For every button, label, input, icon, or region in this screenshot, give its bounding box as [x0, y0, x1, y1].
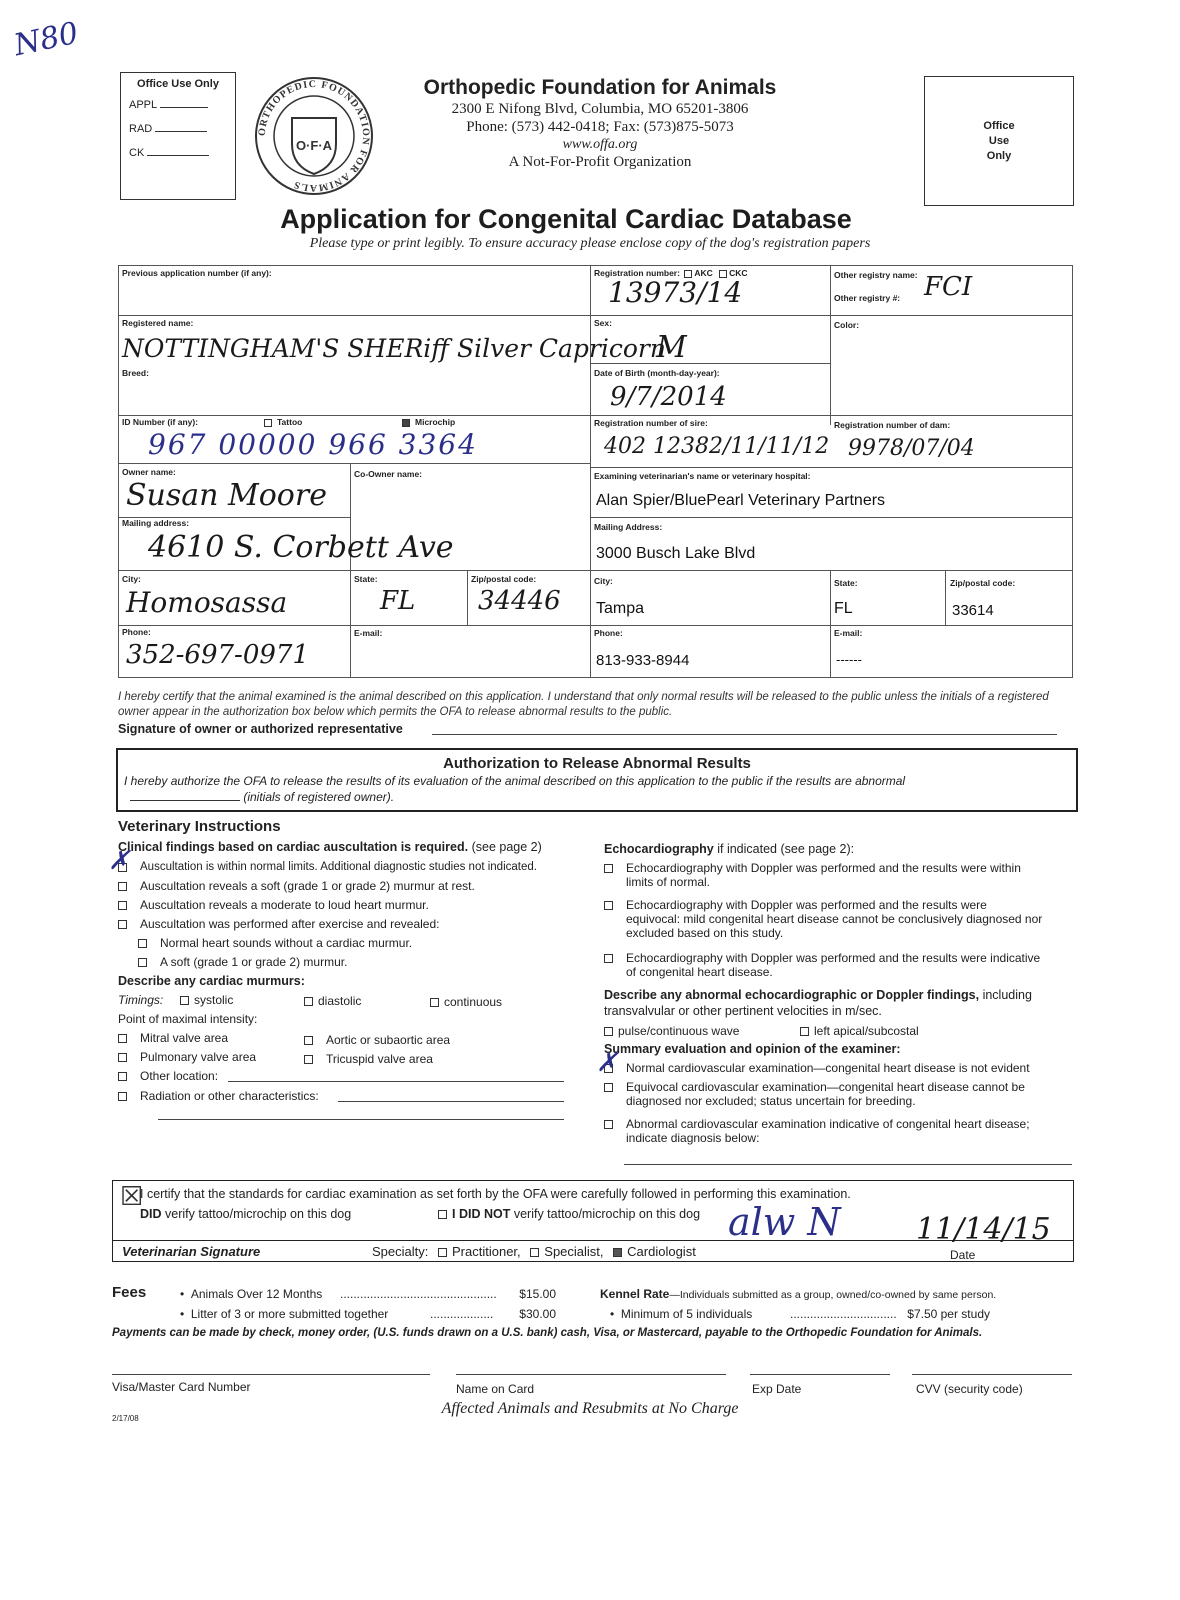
vet-mail-label: Mailing Address:	[594, 522, 663, 532]
other-reg-num-label: Other registry #:	[834, 293, 901, 303]
vet-city-label: City:	[594, 576, 613, 586]
office-use-right-label: Office Use Only	[983, 119, 1015, 162]
ausc-1-label: Auscultation is within normal limits. Additional diagnostic studies not indicated.	[140, 861, 537, 873]
auth-title: Authorization to Release Abnormal Results	[443, 755, 751, 772]
fee-2-price: $30.00	[519, 1307, 556, 1321]
pulse-checkbox[interactable]	[604, 1027, 613, 1036]
ausc-3-checkbox[interactable]	[118, 901, 127, 910]
specialty-label: Specialty:	[372, 1244, 429, 1259]
microchip-label: Microchip	[415, 417, 456, 427]
timings-label: Timings:	[118, 993, 164, 1007]
ausc-4-label: Auscultation was performed after exercise and revealed:	[140, 917, 440, 931]
reg-num-text: Registration number:	[594, 268, 680, 278]
ckc-label: CKC	[729, 268, 748, 278]
ausc-5-checkbox[interactable]	[138, 939, 147, 948]
did-not-verify-checkbox[interactable]	[438, 1210, 447, 1219]
diastolic-label: diastolic	[318, 994, 362, 1008]
echo-describe-bold: Describe any abnormal echocardiographic or Doppler findings,	[604, 988, 980, 1002]
other-reg-name-label: Other registry name:	[834, 270, 918, 280]
did-verify-option	[140, 1207, 351, 1221]
owner-value[interactable]: Susan Moore	[126, 478, 327, 513]
echo-describe-rest: including transvalvular or other pertinent velocities in m/sec.	[604, 988, 1032, 1018]
other-reg-value[interactable]: FCI	[924, 272, 973, 302]
apical-checkbox[interactable]	[800, 1027, 809, 1036]
tricuspid-label: Tricuspid valve area	[326, 1052, 433, 1066]
echo-3-label: Echocardiography with Doppler was performed and the results were indicative of congenital heart disease.	[626, 951, 1041, 979]
radiation-line[interactable]	[338, 1101, 564, 1102]
pulse-label: pulse/continuous wave	[618, 1024, 740, 1038]
did-not-verify-rest: verify tattoo/microchip on this dog	[513, 1207, 701, 1221]
echo-title: Echocardiography	[604, 842, 714, 856]
state-label: State:	[354, 574, 378, 584]
summary-item-3	[604, 1117, 1054, 1145]
practitioner-checkbox[interactable]	[438, 1248, 447, 1257]
owner-signature-label: Signature of owner or authorized representative	[118, 722, 403, 736]
exp-date-line[interactable]	[750, 1374, 890, 1375]
certify-check-icon: ☒	[120, 1181, 144, 1211]
summary-item-1	[604, 1061, 1074, 1075]
mail-value[interactable]: 4610 S. Corbett Ave	[148, 530, 454, 565]
card-number-line[interactable]	[112, 1374, 430, 1375]
kennel-row-1: • Minimum of 5 individuals ................................ $7.50 per study	[610, 1307, 990, 1321]
org-name: Orthopedic Foundation for Animals	[423, 76, 777, 99]
practitioner-label: Practitioner,	[452, 1244, 521, 1259]
radiation-checkbox[interactable]	[118, 1092, 127, 1101]
ausc-3-label: Auscultation reveals a moderate to loud heart murmur.	[140, 898, 429, 912]
microchip-option	[402, 417, 455, 427]
pulmonary-checkbox[interactable]	[118, 1053, 127, 1062]
vet-certify-text: I certify that the standards for cardiac examination as set forth by the OFA were carefully followed in performing this examination.	[140, 1187, 851, 1201]
summary-item-2	[604, 1080, 1054, 1108]
vet-phone-value[interactable]: 813-933-8944	[596, 652, 690, 669]
diastolic-option	[304, 994, 361, 1008]
echo-header	[604, 842, 854, 856]
name-on-card-label: Name on Card	[456, 1382, 535, 1396]
ck-label: CK	[129, 147, 145, 159]
clinical-see: (see page 2)	[471, 840, 542, 854]
name-on-card-line[interactable]	[456, 1374, 726, 1375]
ausc-2-label: Auscultation reveals a soft (grade 1 or grade 2) murmur at rest.	[140, 879, 475, 893]
pulse-option	[604, 1024, 739, 1038]
continuous-checkbox[interactable]	[430, 998, 439, 1007]
aortic-label: Aortic or subaortic area	[326, 1033, 451, 1047]
summary-3-label: Abnormal cardiovascular examination indicative of congenital heart disease; indicate diagnosis below:	[626, 1117, 1030, 1145]
vet-zip-value[interactable]: 33614	[952, 602, 994, 619]
id-label: ID Number (if any):	[122, 417, 199, 427]
fee-2-label: Litter of 3 or more submitted together	[190, 1307, 389, 1321]
tattoo-label: Tattoo	[277, 417, 303, 427]
mitral-option	[118, 1031, 298, 1045]
vet-instructions-title: Veterinary Instructions	[118, 818, 281, 835]
other-location-line[interactable]	[228, 1081, 564, 1082]
did-not-verify-option	[438, 1207, 700, 1221]
ausc-item-5	[138, 936, 598, 950]
zip-label: Zip/postal code:	[471, 574, 537, 584]
clinical-header	[118, 840, 542, 854]
vet-zip-label: Zip/postal code:	[950, 578, 1016, 588]
sex-value[interactable]: M	[656, 330, 687, 365]
aortic-checkbox[interactable]	[304, 1036, 313, 1045]
kennel-1-label: Minimum of 5 individuals	[620, 1307, 753, 1321]
radiation-label: Radiation or other characteristics:	[140, 1089, 319, 1103]
authorization-box	[116, 748, 1078, 812]
tattoo-option	[264, 417, 302, 427]
ausc-item-6	[138, 955, 598, 969]
summary-label: Summary evaluation and opinion of the examiner:	[604, 1042, 901, 1056]
continuous-option	[430, 995, 502, 1009]
pulmonary-option	[118, 1050, 298, 1064]
microchip-checkbox[interactable]	[402, 419, 410, 427]
office-use-box	[120, 72, 236, 200]
org-website: www.offa.org	[562, 137, 638, 152]
page-subtitle: Please type or print legibly. To ensure accuracy please enclose copy of the dog's registration papers	[309, 236, 871, 251]
reg-name-label: Registered name:	[122, 318, 194, 328]
cardiologist-label: Cardiologist	[627, 1244, 696, 1259]
dob-label: Date of Birth (month-day-year):	[594, 368, 720, 378]
org-address: 2300 E Nifong Blvd, Columbia, MO 65201-3806	[451, 101, 749, 117]
city-label: City:	[122, 574, 141, 584]
echo-1-label: Echocardiography with Doppler was performed and the results were within limits of normal.	[626, 861, 1021, 889]
systolic-option	[180, 993, 233, 1007]
vet-state-label: State:	[834, 578, 858, 588]
fee-1-price: $15.00	[519, 1287, 556, 1301]
mitral-label: Mitral valve area	[140, 1031, 229, 1045]
vet-mail-value[interactable]: 3000 Busch Lake Blvd	[596, 545, 756, 562]
sire-value[interactable]: 402 12382/11/11/12	[604, 434, 830, 459]
phone-label: Phone:	[122, 627, 151, 637]
vet-signature[interactable]: alw N	[728, 1200, 841, 1244]
sire-label: Registration number of sire:	[594, 418, 708, 428]
aortic-option	[304, 1033, 544, 1047]
corner-note: N80	[11, 15, 82, 64]
appl-field	[129, 99, 235, 111]
city-value[interactable]: Homosassa	[126, 586, 288, 619]
systolic-label: systolic	[194, 993, 234, 1007]
phone-value[interactable]: 352-697-0971	[126, 640, 309, 670]
summary-1-label: Normal cardiovascular examination—congenital heart disease is not evident	[626, 1061, 1030, 1075]
ausc-6-label: A soft (grade 1 or grade 2) murmur.	[160, 955, 348, 969]
page-title: Application for Congenital Cardiac Database	[280, 204, 852, 234]
payments-text: Payments can be made by check, money order, (U.S. funds drawn on a U.S. bank) cash, Visa, or Mastercard, payable to the Orthopedic Foundation for Animals.	[112, 1327, 983, 1339]
diagnosis-line[interactable]	[624, 1164, 1072, 1165]
color-label: Color:	[834, 320, 860, 330]
specialist-checkbox[interactable]	[530, 1248, 539, 1257]
email-label: E-mail:	[354, 628, 383, 638]
auth-text: I hereby authorize the OFA to release the results of its evaluation of the animal described on this application to the public if the results are abnormal	[124, 774, 906, 788]
echo-item-3	[604, 951, 1044, 979]
svg-text:O·F·A: O·F·A	[295, 138, 333, 153]
vet-state-value[interactable]: FL	[834, 600, 853, 617]
office-use-title: Office Use Only	[137, 78, 219, 90]
vet-phone-label: Phone:	[594, 628, 623, 638]
auth-initials-row	[130, 790, 1076, 804]
kennel-rate-rest: —Individuals submitted as a group, owned/co-owned by same person.	[669, 1289, 997, 1301]
initials-line[interactable]	[130, 800, 240, 801]
vet-signature-label: Veterinarian Signature	[122, 1244, 261, 1259]
did-not-verify-bold: I DID NOT	[452, 1207, 511, 1221]
other-location-checkbox[interactable]	[118, 1072, 127, 1081]
dam-value[interactable]: 9978/07/04	[848, 436, 975, 461]
vet-name-value[interactable]: Alan Spier/BluePearl Veterinary Partners	[596, 492, 886, 509]
apical-label: left apical/subcostal	[814, 1024, 919, 1038]
echo-2-label: Echocardiography with Doppler was performed and the results were equivocal: mild congenital heart disease cannot be conclusively diagnosed nor excluded based on this study.	[626, 898, 1043, 940]
dam-label: Registration number of dam:	[834, 420, 951, 430]
apical-option	[800, 1024, 919, 1038]
card-number-label: Visa/Master Card Number	[112, 1380, 251, 1394]
fee-1-label: Animals Over 12 Months	[190, 1287, 323, 1301]
vet-name-label: Examining veterinarian's name or veterinary hospital:	[594, 471, 811, 481]
echo-1-checkbox[interactable]	[604, 864, 613, 873]
ausc-1-checkmark-icon: ✗	[108, 846, 130, 876]
ausc-5-label: Normal heart sounds without a cardiac murmur.	[160, 936, 413, 950]
kennel-rate-bold: Kennel Rate	[600, 1287, 670, 1301]
ausc-item-4	[118, 917, 598, 931]
mail-label: Mailing address:	[122, 518, 190, 528]
radiation-line-2[interactable]	[158, 1119, 564, 1120]
ofa-seal-logo	[252, 74, 376, 198]
ausc-6-checkbox[interactable]	[138, 958, 147, 967]
fee-row-1: • Animals Over 12 Months ............................................... $15.00	[180, 1287, 556, 1301]
org-header	[380, 76, 820, 171]
radiation-option	[118, 1089, 358, 1103]
auth-initials-label: (initials of registered owner).	[243, 790, 395, 804]
form-version: 2/17/08	[112, 1414, 139, 1423]
summary-2-label: Equivocal cardiovascular examination—congenital heart disease cannot be diagnosed nor excluded; status uncertain for breeding.	[626, 1080, 1025, 1108]
summary-3-checkbox[interactable]	[604, 1120, 613, 1129]
coowner-label: Co-Owner name:	[354, 469, 423, 479]
summary-2-checkbox[interactable]	[604, 1083, 613, 1092]
zip-value[interactable]: 34446	[478, 586, 561, 616]
tattoo-checkbox[interactable]	[264, 419, 272, 427]
date-label: Date	[950, 1248, 976, 1262]
kennel-1-price: $7.50 per study	[907, 1307, 990, 1321]
echo-title-rest: if indicated (see page 2):	[717, 842, 855, 856]
office-use-box-right	[924, 76, 1074, 206]
ausc-2-checkbox[interactable]	[118, 882, 127, 891]
reg-name-value[interactable]: NOTTINGHAM'S SHERiff Silver Capricorn	[122, 334, 666, 363]
did-verify-bold: DID	[140, 1207, 162, 1221]
owner-signature-line[interactable]	[432, 734, 1057, 735]
rad-field	[129, 123, 235, 135]
mitral-checkbox[interactable]	[118, 1034, 127, 1043]
echo-3-checkbox[interactable]	[604, 954, 613, 963]
summary-1-checkmark-icon: ✗	[596, 1048, 618, 1078]
vet-email-value[interactable]: ------	[836, 652, 862, 667]
echo-item-1	[604, 861, 1044, 889]
echo-2-checkbox[interactable]	[604, 901, 613, 910]
vet-city-value[interactable]: Tampa	[596, 600, 645, 617]
breed-label: Breed:	[122, 368, 149, 378]
fees-title: Fees	[112, 1284, 147, 1301]
owner-certify-text: I hereby certify that the animal examined is the animal described on this application. I understand that only normal results will be released to the public unless the initials of a registered owner appear in the authorization box below which permits the OFA to release abnormal results to the public.	[118, 691, 1049, 718]
affected-note: Affected Animals and Resubmits at No Charge	[441, 1400, 739, 1417]
dob-value[interactable]: 9/7/2014	[610, 382, 727, 412]
tricuspid-checkbox[interactable]	[304, 1055, 313, 1064]
cvv-label: CVV (security code)	[916, 1382, 1023, 1396]
did-verify-rest: verify tattoo/microchip on this dog	[165, 1207, 352, 1221]
ausc-4-checkbox[interactable]	[118, 920, 127, 929]
ausc-item-3	[118, 898, 598, 912]
pmi-label: Point of maximal intensity:	[118, 1012, 258, 1026]
pulmonary-label: Pulmonary valve area	[140, 1050, 257, 1064]
systolic-checkbox[interactable]	[180, 996, 189, 1005]
id-value[interactable]: 967 00000 966 3364	[148, 428, 478, 461]
date-value[interactable]: 11/14/15	[916, 1212, 1051, 1247]
specialty-row	[372, 1244, 696, 1259]
rad-label: RAD	[129, 123, 153, 135]
reg-num-value[interactable]: 13973/14	[608, 276, 743, 309]
state-value[interactable]: FL	[380, 586, 416, 616]
svg-text:ORTHOPEDIC FOUNDATION FOR ANIM: ORTHOPEDIC FOUNDATION FOR ANIMALS	[256, 78, 372, 194]
cvv-line[interactable]	[912, 1374, 1072, 1375]
echo-describe	[604, 987, 1074, 1019]
tricuspid-option	[304, 1052, 544, 1066]
akc-label: AKC	[694, 268, 713, 278]
prev-app-label: Previous application number (if any):	[122, 268, 272, 278]
kennel-rate	[600, 1287, 996, 1301]
describe-murmurs: Describe any cardiac murmurs:	[118, 974, 305, 988]
echo-item-2	[604, 898, 1044, 940]
fee-row-2: • Litter of 3 or more submitted together ................... $30.00	[180, 1307, 556, 1321]
vet-email-label: E-mail:	[834, 628, 863, 638]
specialist-label: Specialist,	[544, 1244, 604, 1259]
cardiologist-checkbox[interactable]	[613, 1248, 622, 1257]
owner-label: Owner name:	[122, 467, 176, 477]
appl-label: APPL	[129, 99, 157, 111]
org-nonprofit: A Not-For-Profit Organization	[508, 154, 692, 170]
ausc-item-2	[118, 879, 598, 893]
diastolic-checkbox[interactable]	[304, 997, 313, 1006]
other-location-label: Other location:	[140, 1069, 219, 1083]
clinical-label: Clinical findings based on cardiac auscultation is required.	[118, 840, 469, 854]
org-phone: Phone: (573) 442-0418; Fax: (573)875-5073	[466, 119, 734, 135]
exp-date-label: Exp Date	[752, 1382, 802, 1396]
continuous-label: continuous	[444, 995, 503, 1009]
ck-field	[129, 147, 235, 159]
sex-label: Sex:	[594, 318, 612, 328]
ausc-item-1	[118, 860, 598, 874]
